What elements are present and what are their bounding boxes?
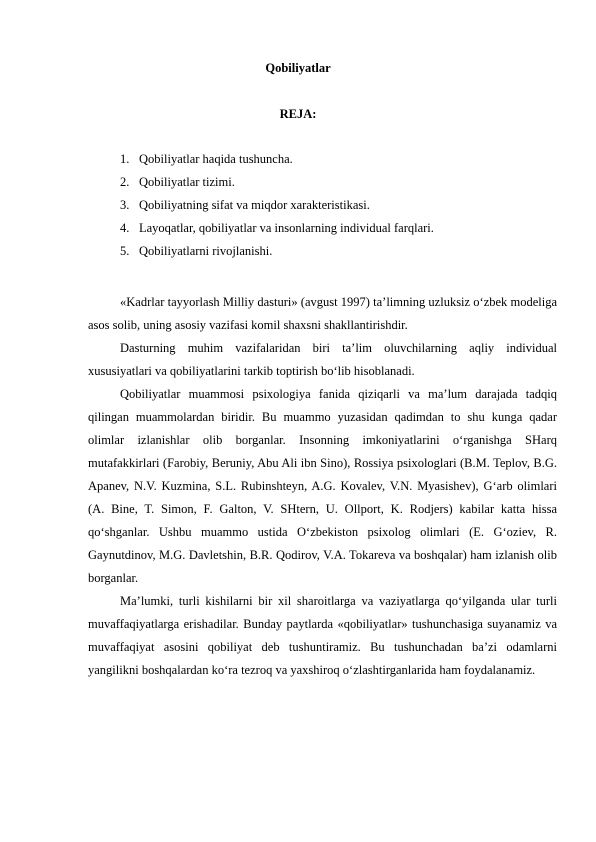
plan-item-number: 5. [120,244,130,258]
paragraph-qobiliyat-tushunchasi: Ma’lumki, turli kishilarni bir xil sharoitlarga va vaziyatlarga qo‘yilganda ular turli muvaffaqiyatlarga erishadilar. Bunday paytlarda «qobiliyatlar» tushunchasiga suyanamiz va muvaffaqiyat asosini qobiliyat deb tushuntiramiz. Bu tushunchadan ba’zi odamlarni yangilikni boshqalardan ko‘ra tezroq va yaxshiroq o‘zlashtirganlarida ham foydalanamiz. [88,594,557,677]
plan-item-text: Qobiliyatlar tizimi. [139,175,235,189]
plan-item-text: Qobiliyatlarni rivojlanishi. [139,244,273,258]
body-text [88,291,557,682]
plan-item [120,194,540,217]
plan-item-number: 2. [120,175,130,189]
paragraph-dastur-vazifalari: Dasturning muhim vazifalaridan biri ta’lim oluvchilarning aqliy individual xususiyatlari va qobiliyatlarini tarkib toptirish bo‘lib hisoblanadi. [88,341,557,378]
plan-item [120,240,540,263]
plan-item [120,148,540,171]
paragraph-milliy-dastur: «Kadrlar tayyorlash Milliy dasturi» (avgust 1997) ta’limning uzluksiz o‘zbek modeliga asos solib, uning asosiy vazifasi komil shaxsni shakllantirishdir. [88,295,557,332]
plan-heading: REJA: [279,107,317,121]
plan-item-text: Layoqatlar, qobiliyatlar va insonlarning individual farqlari. [139,221,434,235]
plan-list [120,148,540,263]
plan-item-text: Qobiliyatning sifat va miqdor xarakteristikasi. [139,198,370,212]
plan-item [120,171,540,194]
paragraph-qobiliyatlar-muammosi: Qobiliyatlar muammosi psixologiya fanida qiziqarli va ma’lum darajada tadqiq qilingan muammolardan biridir. Bu muammo yuzasidan qadimdan to shu kunga qadar olimlar izlanishlar olib borganlar. Insonning imkoniyatlarini o‘rganishga SHarq mutafakkirlari (Farobiy, Beruniy, Abu Ali ibn Sino), Rossiya psixologlari (B.M. Teplov, B.G. Apanev, N.V. Kuzmina, S.L. Rubinshteyn, A.G. Kovalev, V.N. Myasishev), G‘arb olimlari (A. Bine, T. Simon, F. Galton, V. SHtern, U. Ollport, K. Rodjers) kabilar katta hissa qo‘shganlar. Ushbu muammo ustida O‘zbekiston psixolog olimlari (E. G‘oziev, R. Gaynutdinov, M.G. Davletshin, B.R. Qodirov, V.A. Tokareva va boshqalar) ham izlanish olib borganlar. [88,387,557,585]
plan-item-number: 4. [120,221,130,235]
plan-item [120,217,540,240]
plan-item-number: 3. [120,198,130,212]
plan-item-number: 1. [120,152,130,166]
page-title: Qobiliyatlar [265,61,331,75]
plan-item-text: Qobiliyatlar haqida tushuncha. [139,152,293,166]
